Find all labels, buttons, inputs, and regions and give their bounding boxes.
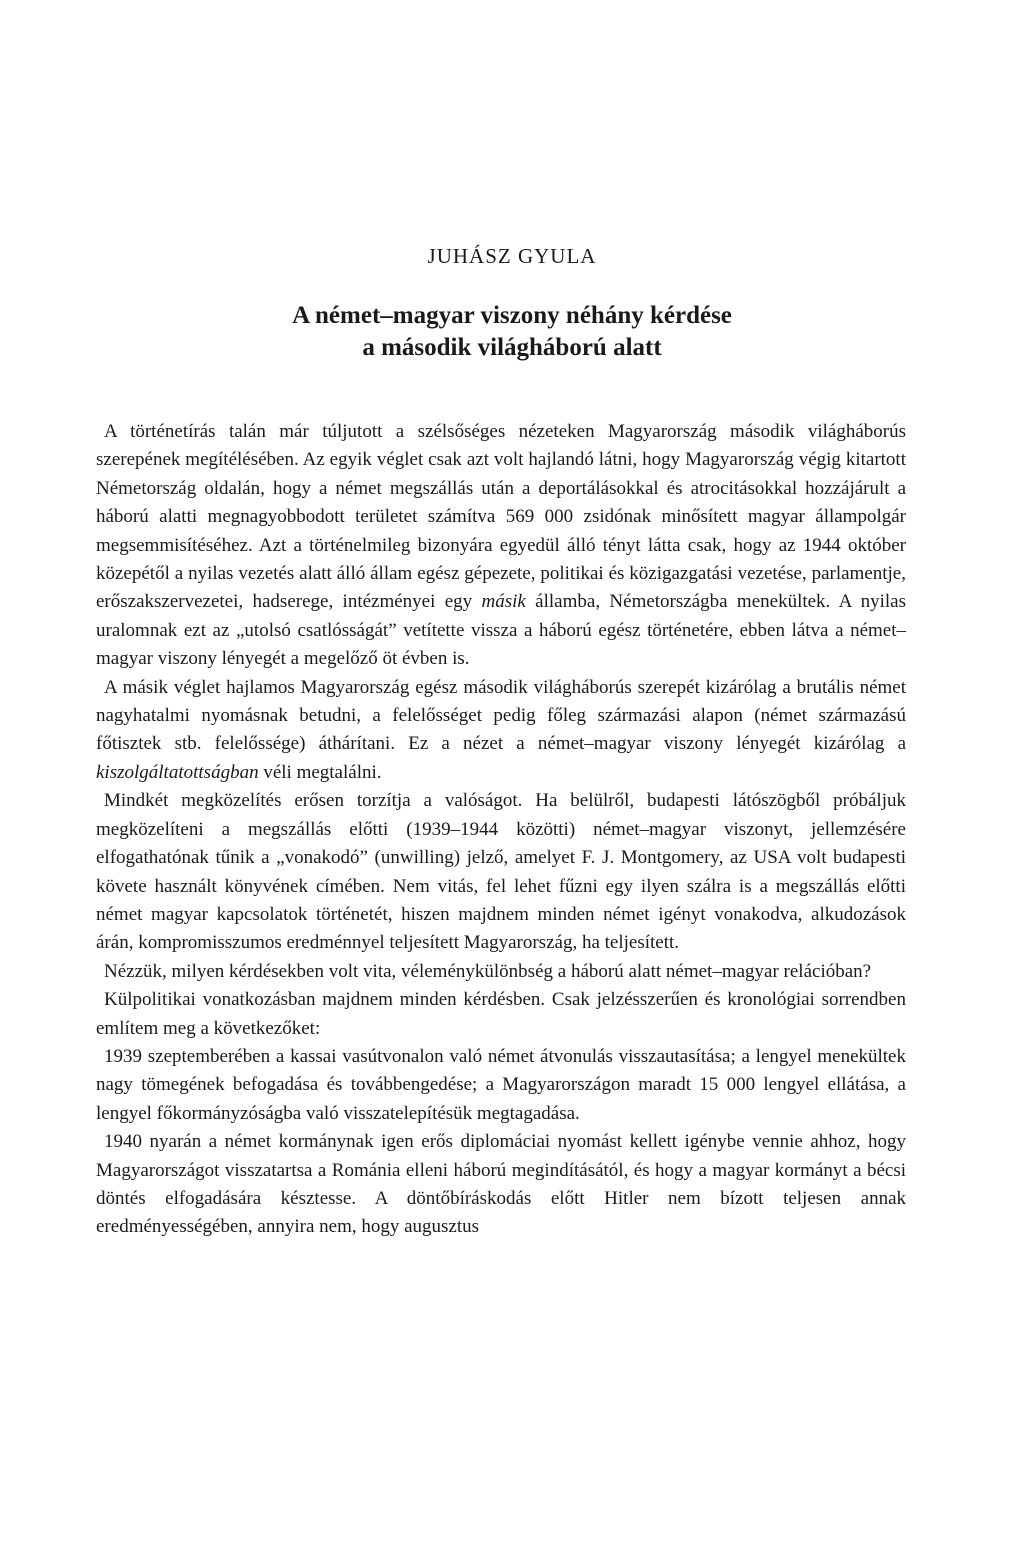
paragraph-1-text-a: A történetírás talán már túljutott a szélsőséges nézeteken Magyarország második világháborús szerepének megítélésében. Az egyik véglet csak azt volt hajlandó látni, hogy Magyarország végig kitartott Németország oldalán, hogy a német megszállás után a deportálásokkal és atrocitásokkal hozzájárult a háború alatti megnagyobbodott területet számítva 569 000 zsidónak minősített magyar állampolgár megsemmisítéséhez. Azt a történelmileg bizonyára egyedül álló tényt látta csak, hogy az 1944 október közepétől a nyilas vezetés alatt álló állam egész gépezete, politikai és közigazgatási vezetése, parlamentje, erőszakszervezetei, hadserege, intézményei egy: [96, 421, 906, 613]
paragraph-1: [96, 418, 906, 674]
title-line-2: a második világháború alatt: [362, 334, 662, 361]
paragraph-2-emphasis: kiszolgáltatottságban: [96, 761, 259, 783]
paragraph-3: Mindkét megközelítés erősen torzítja a valóságot. Ha belülről, budapesti látószögből próbáljuk megközelíteni a megszállás előtti (1939–1944 közötti) német–magyar viszonyt, jellemzésére elfogathatónak tűnik a „vonakodó” (unwilling) jelző, amelyet F. J. Montgomery, az USA volt budapesti követe használt könyvének címében. Nem vitás, fel lehet fűzni egy ilyen szálra is a megszállás előtti német magyar kapcsolatok történetét, hiszen majdnem minden német igényt vonakodva, alkudozások árán, kompromisszumos eredménnyel teljesített Magyarország, ha teljesített.: [96, 790, 906, 954]
author-name: JUHÁSZ GYULA: [427, 244, 597, 268]
paragraph-7: 1940 nyarán a német kormánynak igen erős diplomáciai nyomást kellett igénybe vennie ahhoz, hogy Magyarországot visszatartsa a Románia elleni háború megindításától, és hogy a magyar kormányt a bécsi döntés elfogadására késztesse. A döntőbíráskodás előtt Hitler nem bízott teljesen annak eredményességében, annyira nem, hogy augusztus: [96, 1131, 906, 1238]
paragraph-5: Külpolitikai vonatkozásban majdnem minden kérdésben. Csak jelzésszerűen és kronológiai sorrendben említem meg a következőket:: [96, 989, 906, 1039]
paragraph-1-text-b: államba, Németországba menekültek. A nyilas uralomnak ezt az „utolsó csatlósságát” vetítette vissza a háború egész történetére, ebben látva a német–magyar viszony lényegét a megelőző öt évben is.: [96, 591, 907, 670]
article-body: [96, 418, 906, 1242]
paragraph-2-text-b: véli megtalálni.: [258, 761, 382, 783]
paragraph-2: [96, 674, 906, 788]
paragraph-4: Nézzük, milyen kérdésekben volt vita, véleménykülönbség a háború alatt német–magyar relációban?: [104, 960, 872, 982]
paragraph-2-text-a: A másik véglet hajlamos Magyarország egész második világháborús szerepét kizárólag a brutális német nagyhatalmi nyomásnak betudni, a felelősséget pedig főleg származási alapon (német származású főtisztek stb. felelőssége) áthárítani. Ez a nézet a német–magyar viszony lényegét kizárólag a: [96, 676, 906, 755]
article-title: [0, 300, 1024, 364]
paragraph-1-emphasis: másik: [481, 591, 526, 613]
paragraph-6: 1939 szeptemberében a kassai vasútvonalon való német átvonulás visszautasítása; a lengyel menekültek nagy tömegének befogadása és továbbengedése; a Magyarországon maradt 15 000 lengyel ellátása, a lengyel főkormányzóságba való visszatelepítésük megtagadása.: [96, 1045, 906, 1124]
title-line-1: A német–magyar viszony néhány kérdése: [292, 302, 732, 329]
